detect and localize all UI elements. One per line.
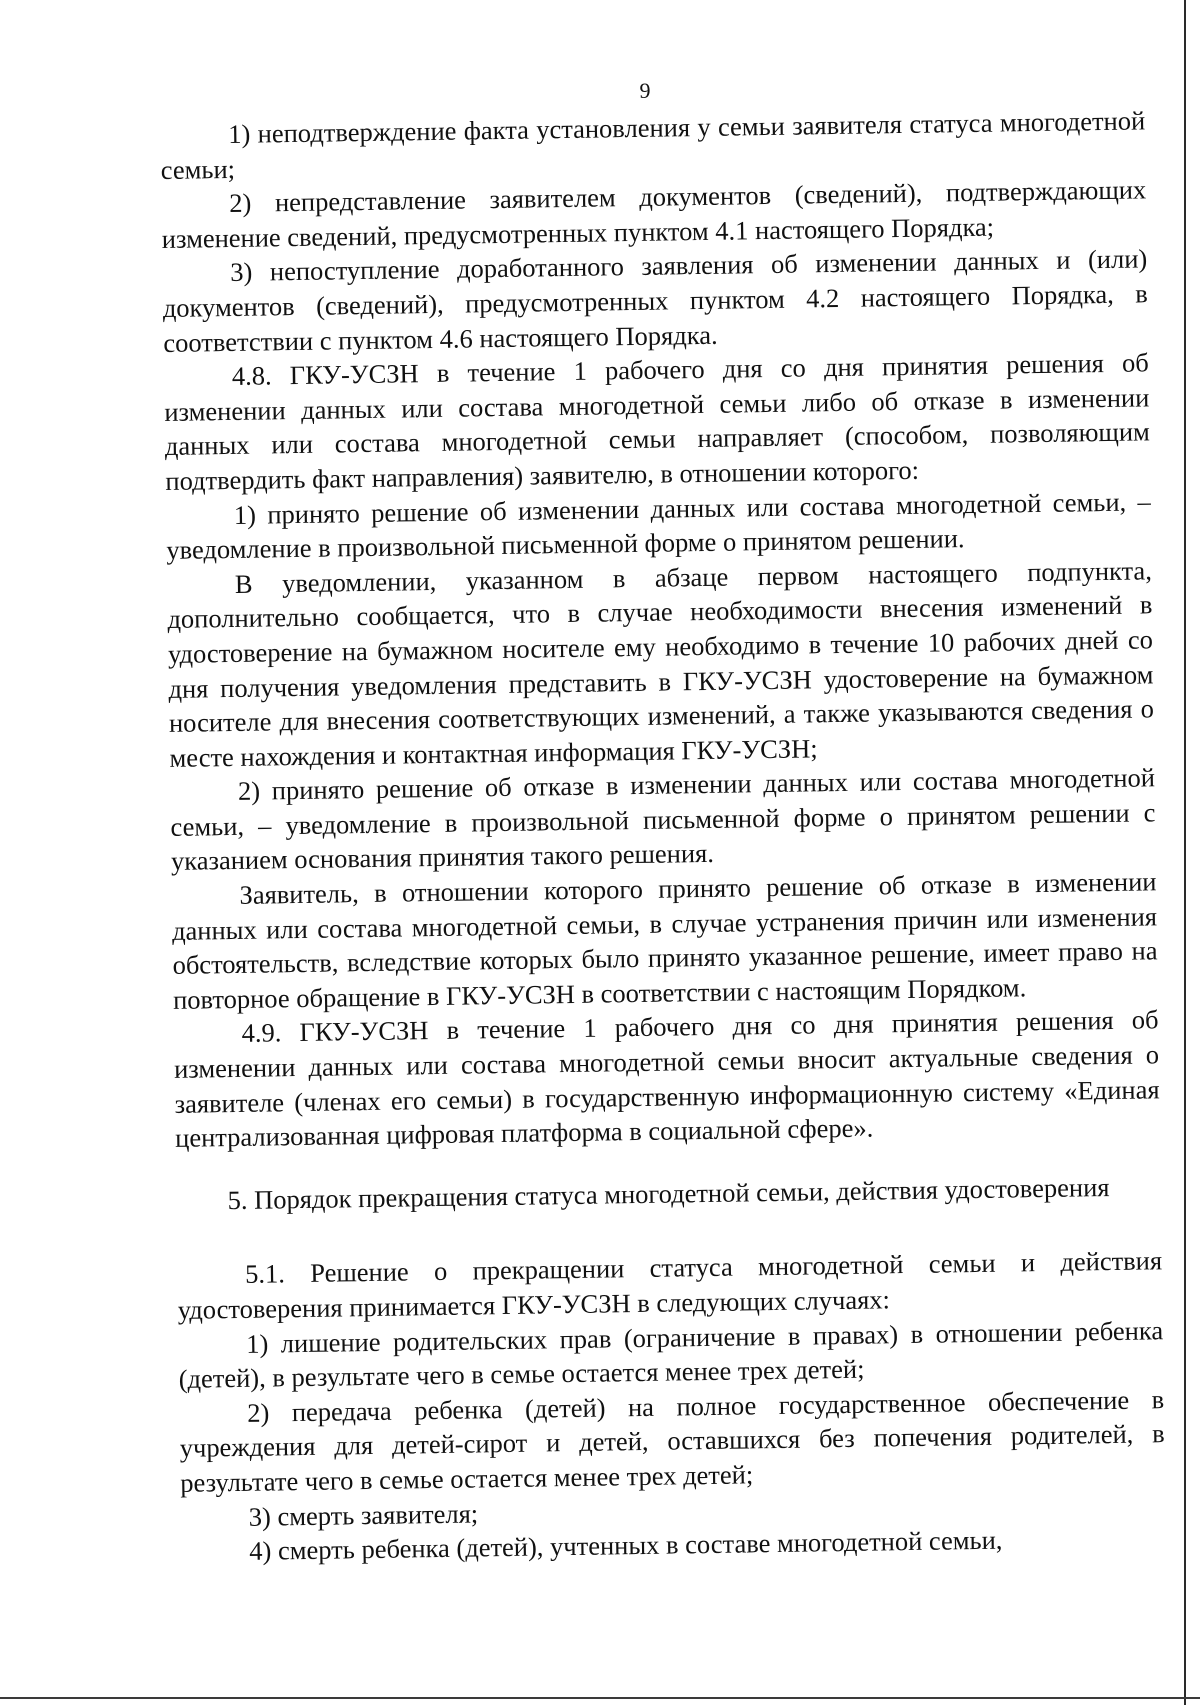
section-heading: 5. Порядок прекращения статуса многодетной семьи, действия удостоверения	[227, 1171, 1110, 1215]
paragraph: 2) непредставление заявителем документов (сведений), подтверждающих изменение сведений, предусмотренных пунктом 4.1 настоящего Порядка;	[161, 174, 1147, 254]
paragraph: 2) принято решение об отказе в изменении данных или состава многодетной семьи, – уведомление в произвольной письменной форме о принятом решении с указанием основания принятия такого решения.	[170, 762, 1156, 877]
scan-edge-right	[1184, 0, 1186, 1705]
paragraph: 5.1. Решение о прекращении статуса многодетной семьи и действия удостоверения принимается ГКУ-УСЗН в следующих случаях:	[177, 1245, 1163, 1325]
paragraph: 2) передача ребенка (детей) на полное государственное обеспечение в учреждения для детей-сирот и детей, оставшихся без попечения родителей, в результате чего в семье остается менее трех детей;	[179, 1384, 1165, 1498]
paragraph: 4) смерть ребенка (детей), учтенных в составе многодетной семьи,	[249, 1524, 1003, 1566]
paragraph: 1) лишение родительских прав (ограничение в правах) в отношении ребенка (детей), в результате чего в семье остается менее трех детей;	[178, 1314, 1164, 1395]
paragraph: В уведомлении, указанном в абзаце первом настоящего подпункта, дополнительно сообщается, что в случае необходимости внесения изменений в удостоверение на бумажном носителе ему необходимо в течение 10 рабочих дней со дня получения уведомления представить в ГКУ-УСЗН удостоверение на бумажном носителе для внесения соответствующих изменений, а также указываются сведения о месте нахождения и контактная информация ГКУ-УСЗН;	[167, 555, 1155, 773]
paragraph: Заявитель, в отношении которого принято решение об отказе в изменении данных или состава многодетной семьи, в случае устранения причин или изменения обстоятельств, вследствие которых было принято указанное решение, имеет право на повторное обращение в ГКУ-УСЗН в соответствии с настоящим Порядком.	[171, 866, 1158, 1015]
paragraph: 1) принято решение об изменении данных или состава многодетной семьи, – уведомление в произвольной письменной форме о принятом решении.	[166, 485, 1152, 566]
paragraph: 4.8. ГКУ-УСЗН в течение 1 рабочего дня со дня принятия решения об изменении данных или состава многодетной семьи либо об отказе в изменении данных или состава многодетной семьи направляет (способом, позволяющим подтвердить факт направления) заявителю, в отношении которого:	[164, 347, 1150, 496]
document-body	[160, 103, 1166, 1569]
page-number: 9	[639, 78, 651, 103]
paragraph: 3) непоступление доработанного заявления об изменении данных и (или) документов (сведений), предусмотренных пунктом 4.2 настоящего Порядка, в соответствии с пунктом 4.6 настоящего Порядка.	[162, 243, 1148, 358]
paragraph: 4.9. ГКУ-УСЗН в течение 1 рабочего дня со дня принятия решения об изменении данных или состава многодетной семьи вносит актуальные сведения о заявителе (членах его семьи) в государственную информационную систему «Единая централизованная цифровая платформа в социальной сфере».	[173, 1004, 1160, 1154]
paragraph: 3) смерть заявителя;	[248, 1497, 479, 1532]
scan-edge-bottom	[0, 1697, 1200, 1699]
paragraph: 1) неподтверждение факта установления у семьи заявителя статуса многодетной семьи;	[160, 105, 1146, 185]
